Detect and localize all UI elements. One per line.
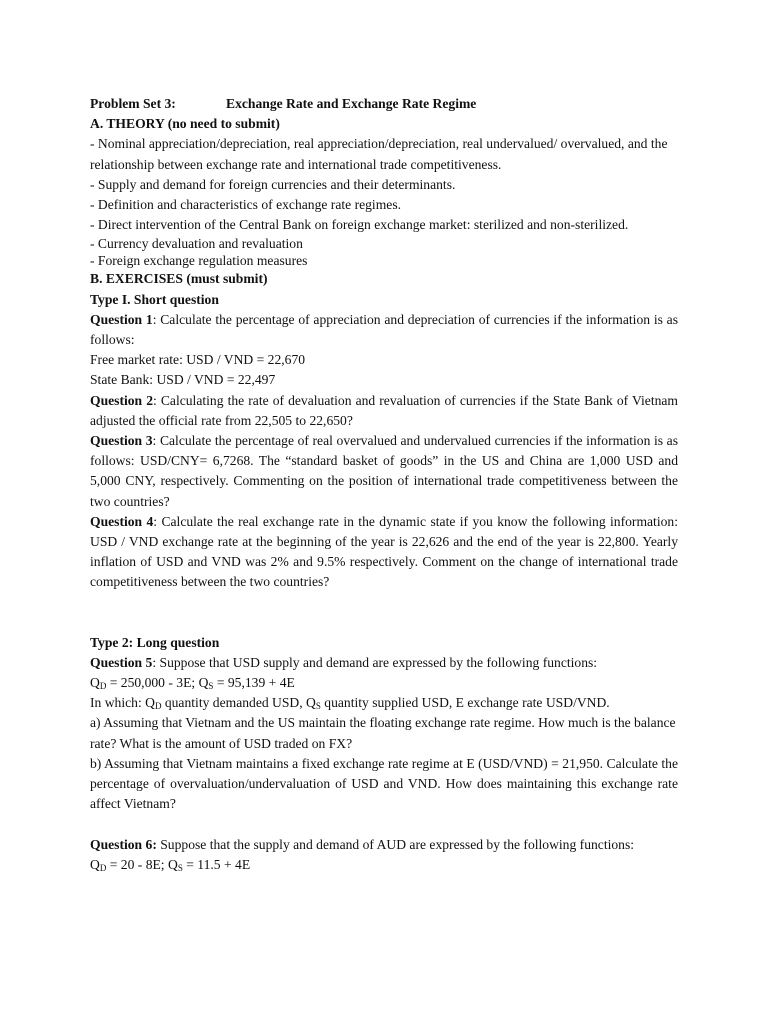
question-3-text: : Calculate the percentage of real overvalued and undervalued currencies if the information is as follows: USD/CNY= 6,7268. The “standard basket of goods” in the US and China are 1,000 USD and 5,000 CNY, respectively. Commenting on the position of international trade competitiveness between the two countries?: [90, 433, 678, 509]
definition-part: In which: Q: [90, 695, 155, 711]
qs-subscript: S: [208, 681, 214, 692]
question-1-label: Question 1: [90, 311, 153, 327]
question-1-line-2: State Bank: USD / VND = 22,497: [90, 372, 276, 388]
question-4: [90, 512, 678, 593]
problem-set-title: [90, 94, 678, 114]
section-a-heading: A. THEORY (no need to submit): [90, 116, 280, 132]
qs-expression: = 11.5 + 4E: [182, 856, 251, 872]
theory-item: - Definition and characteristics of exchange rate regimes.: [90, 197, 402, 213]
question-6: [90, 835, 678, 855]
theory-item: - Direct intervention of the Central Bank on foreign exchange market: sterilized and non-sterilized.: [90, 217, 629, 233]
question-5-equation: [90, 673, 678, 693]
qs-subscript: S: [177, 862, 183, 873]
question-1-line-1: Free market rate: USD / VND = 22,670: [90, 352, 306, 368]
question-2: [90, 391, 678, 431]
question-6-label: Question 6:: [90, 836, 157, 852]
question-4-text: : Calculate the real exchange rate in the dynamic state if you know the following information: USD / VND exchange rate at the beginning of the year is 22,626 and the end of the year is 22,800. Yearly inflation of USD and VND was 2% and 9.5% respectively. Comment on the change of international trade competitiveness between the two countries?: [90, 513, 678, 590]
type-1-heading: Type I. Short question: [90, 291, 219, 307]
qd-expression: = 250,000 - 3E;: [106, 675, 199, 691]
question-5-text: : Suppose that USD supply and demand are expressed by the following functions:: [152, 654, 598, 670]
qs-expression: = 95,139 + 4E: [213, 675, 295, 691]
question-5: [90, 653, 678, 673]
qs-symbol: Q: [198, 675, 209, 691]
question-5-label: Question 5: [90, 654, 153, 670]
spacer: [90, 815, 678, 835]
document-body: [90, 94, 678, 875]
question-4-label: Question 4: [90, 513, 154, 529]
definition-subscript: D: [154, 701, 162, 712]
qs-symbol: Q: [168, 856, 178, 872]
theory-item: - Currency devaluation and revaluation: [90, 236, 303, 252]
qd-expression: = 20 - 8E;: [106, 856, 168, 872]
definition-part: quantity supplied USD, E exchange rate USD/VND.: [320, 695, 610, 711]
question-2-text: : Calculating the rate of devaluation and revaluation of currencies if the State Bank of Vietnam adjusted the official rate from 22,505 to 22,650?: [90, 392, 678, 428]
definition-subscript: S: [315, 701, 321, 712]
type-2-heading: Type 2: Long question: [90, 634, 220, 650]
question-2-label: Question 2: [90, 392, 153, 408]
question-6-text: Suppose that the supply and demand of AUD are expressed by the following functions:: [156, 836, 635, 852]
qd-subscript: D: [99, 862, 107, 873]
theory-item: - Foreign exchange regulation measures: [90, 253, 308, 269]
question-3-label: Question 3: [90, 433, 153, 449]
question-1: [90, 310, 678, 350]
question-5-part-a: a) Assuming that Vietnam and the US maintain the floating exchange rate regime. How much is the balance rate? What is the amount of USD traded on FX?: [90, 715, 676, 751]
definition-part: quantity demanded USD, Q: [161, 695, 316, 711]
question-3: [90, 431, 678, 512]
question-6-equation: [90, 855, 678, 875]
qd-symbol: Q: [90, 675, 100, 691]
theory-item: - Nominal appreciation/depreciation, real appreciation/depreciation, real undervalued/ overvalued, and the relationship between exchange rate and international trade competitiveness.: [90, 136, 668, 172]
section-b-heading: B. EXERCISES (must submit): [90, 271, 268, 287]
title-text: Exchange Rate and Exchange Rate Regime: [226, 96, 477, 111]
question-5-definitions: [90, 693, 678, 713]
question-5-part-b: b) Assuming that Vietnam maintains a fixed exchange rate regime at E (USD/VND) = 21,950. Calculate the percentage of overvaluation/undervaluation of USD and VND. How does maintaining this exchange rate affect Vietnam?: [90, 755, 678, 812]
title-label: Problem Set 3:: [90, 96, 176, 111]
question-1-text: : Calculate the percentage of appreciation and depreciation of currencies if the information is as follows:: [90, 311, 678, 348]
qd-symbol: Q: [90, 856, 100, 872]
qd-subscript: D: [99, 681, 107, 692]
spacer: [90, 593, 678, 633]
theory-item: - Supply and demand for foreign currencies and their determinants.: [90, 176, 456, 192]
